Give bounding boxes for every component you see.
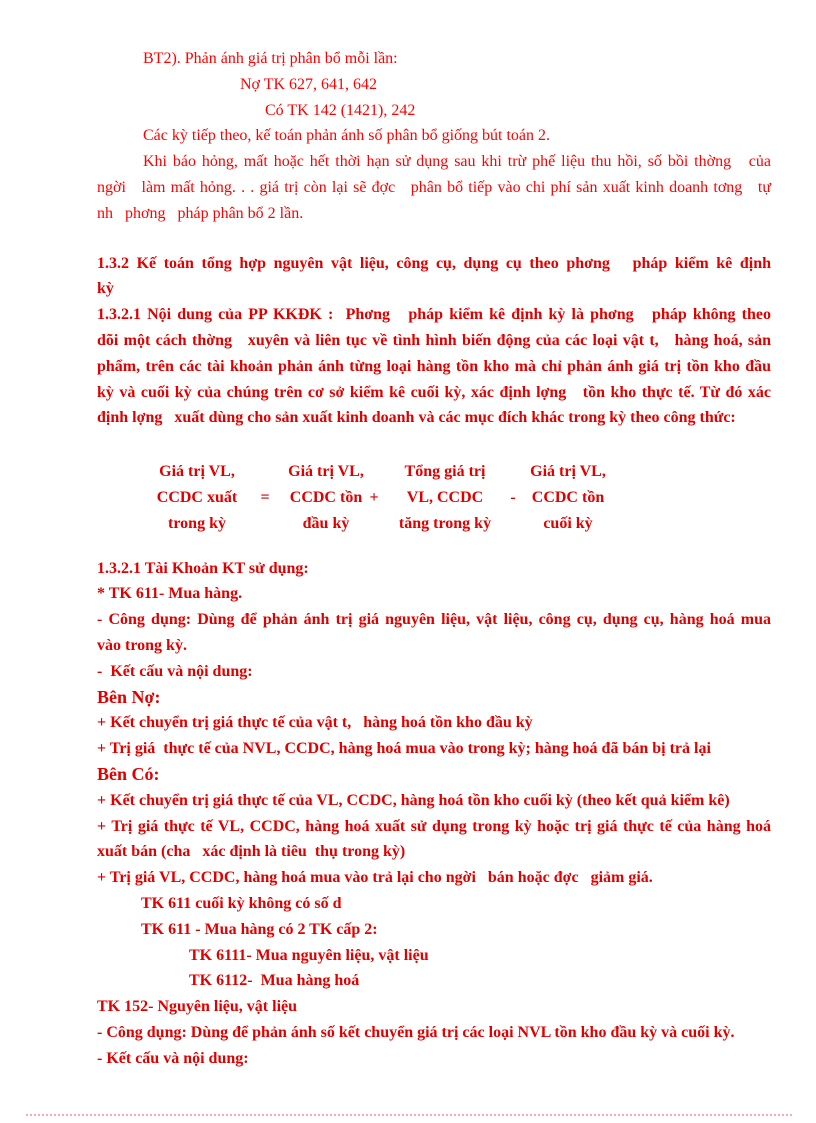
account-tk152: TK 152- Nguyên liệu, vật liệu — [97, 998, 298, 1016]
formula-term-line: CCDC tồn — [531, 488, 605, 506]
para-cac-ky-tiep-theo: Các kỳ tiếp theo, kế toán phản ánh số phân bổ giống bút toán 2. — [143, 127, 551, 145]
formula-term-line: VL, CCDC — [406, 488, 484, 506]
para-khi-bao-hong: ngời làm mất hỏng. . . giá trị còn lại sẽ đợc phân bổ tiếp vào chi phí sản xuất kinh doanh tơng tự — [97, 178, 771, 196]
para-khi-bao-hong: Khi báo hỏng, mất hoặc hết thời hạn sử dụng sau khi trừ phế liệu thu hồi, số bồi thờng của — [143, 153, 771, 171]
para-ket-cau: - Kết cấu và nội dung: — [97, 1049, 249, 1067]
ben-no-item: + Kết chuyển trị giá thực tế của vật t, hàng hoá tồn kho đầu kỳ — [97, 714, 533, 732]
section-heading-1-3-2-1-noi-dung: 1.3.2.1 Nội dung của PP KKĐK : Phơng pháp kiểm kê định kỳ là phơng pháp không theo — [97, 306, 771, 324]
formula-term-line: cuối kỳ — [543, 514, 593, 532]
para-noi-dung: phẩm, trên các tài khoản phản ánh từng loại hàng tồn kho mà chỉ phản ánh giá trị tồn kho đầu — [97, 357, 771, 375]
section-heading-1-3-2: kỳ — [97, 280, 114, 298]
formula-term-line: đầu kỳ — [302, 514, 350, 532]
para-noi-dung: định lợng xuất dùng cho sản xuất kinh doanh và các mục đích khác trong kỳ theo công thức: — [97, 409, 736, 427]
ben-no-heading: Bên Nợ: — [97, 686, 161, 707]
spacer — [97, 431, 771, 459]
para-cong-dung-tk611: - Công dụng: Dùng để phản ánh trị giá nguyên liệu, vật liệu, công cụ, dụng cụ, hàng hoá mua — [97, 611, 771, 629]
para-noi-dung: kỳ và cuối kỳ của chúng trên cơ sở kiểm kê cuối kỳ, xác định lợng tồn kho thực tế. Từ đó xác — [97, 383, 771, 401]
formula-term-line: Giá trị VL, — [159, 463, 235, 481]
ben-co-item: + Trị giá thực tế VL, CCDC, hàng hoá xuất sử dụng trong kỳ hoặc trị giá thực tế của hàng hoá — [97, 817, 771, 835]
formula-term-line: CCDC tồn — [289, 488, 363, 506]
account-tk611: * TK 611- Mua hàng. — [97, 585, 243, 603]
formula-term-line: CCDC xuất — [156, 488, 238, 506]
document-body — [97, 46, 771, 1071]
para-cong-dung-tk152: - Công dụng: Dùng để phản ánh số kết chuyển giá trị các loại NVL tồn kho đầu kỳ và cuối kỳ. — [97, 1023, 735, 1041]
page-break-dotted-line — [26, 1114, 792, 1116]
formula-term-line: trong kỳ — [168, 514, 226, 532]
para-khi-bao-hong: nh phơng pháp phân bổ 2 lần. — [97, 204, 304, 222]
formula-operator: + — [369, 488, 379, 506]
para-bt2: BT2). Phản ánh giá trị phân bổ mỗi lần: — [143, 50, 398, 67]
para-noi-dung: dõi một cách thờng xuyên và liên tục về tình hình biến động của các loại vật t, hàng hoá, sản — [97, 331, 771, 349]
note-tk611-cap2: TK 611 - Mua hàng có 2 TK cấp 2: — [141, 920, 378, 938]
note-tk611-so-du: TK 611 cuối kỳ không có số d — [141, 894, 342, 912]
spacer — [97, 227, 771, 251]
section-heading-1-3-2: 1.3.2 Kế toán tổng hợp nguyên vật liệu, công cụ, dụng cụ theo phơng pháp kiểm kê định — [97, 254, 771, 272]
entry-no-tk627: Nợ TK 627, 641, 642 — [240, 75, 378, 93]
ben-co-heading: Bên Có: — [97, 763, 160, 784]
formula-operator: - — [510, 488, 516, 506]
ben-co-item: xuất bán (cha xác định là tiêu thụ trong kỳ) — [97, 843, 406, 861]
formula-term-line: tăng trong kỳ — [398, 514, 492, 532]
inventory-issue-formula — [150, 459, 771, 536]
account-tk6111: TK 6111- Mua nguyên liệu, vật liệu — [189, 946, 429, 964]
formula-term-gia-tri-xuat-trong-ky — [150, 459, 244, 536]
section-heading-tai-khoan: 1.3.2.1 Tài Khoản KT sử dụng: — [97, 559, 309, 577]
formula-term-line: Tổng giá trị — [404, 463, 486, 481]
formula-term-line: Giá trị VL, — [288, 463, 364, 481]
formula-term-gia-tri-ton-dau-ky — [286, 459, 366, 536]
entry-co-tk142: Có TK 142 (1421), 242 — [265, 101, 416, 119]
ben-no-item: + Trị giá thực tế của NVL, CCDC, hàng hoá mua vào trong kỳ; hàng hoá đã bán bị trả lại — [97, 740, 711, 758]
para-ket-cau: - Kết cấu và nội dung: — [97, 662, 253, 680]
formula-term-line: Giá trị VL, — [530, 463, 606, 481]
spacer — [97, 537, 771, 556]
ben-co-item: + Kết chuyển trị giá thực tế của VL, CCDC, hàng hoá tồn kho cuối kỳ (theo kết quả kiểm kê) — [97, 791, 730, 809]
formula-term-gia-tri-ton-cuoi-ky — [518, 459, 618, 536]
account-tk6112: TK 6112- Mua hàng hoá — [189, 972, 360, 990]
formula-term-tong-gia-tri-tang — [382, 459, 508, 536]
formula-operator: = — [260, 488, 270, 506]
ben-co-item: + Trị giá VL, CCDC, hàng hoá mua vào trả lại cho ngời bán hoặc đợc giảm giá. — [97, 869, 653, 887]
para-cong-dung-tk611: vào trong kỳ. — [97, 636, 187, 654]
